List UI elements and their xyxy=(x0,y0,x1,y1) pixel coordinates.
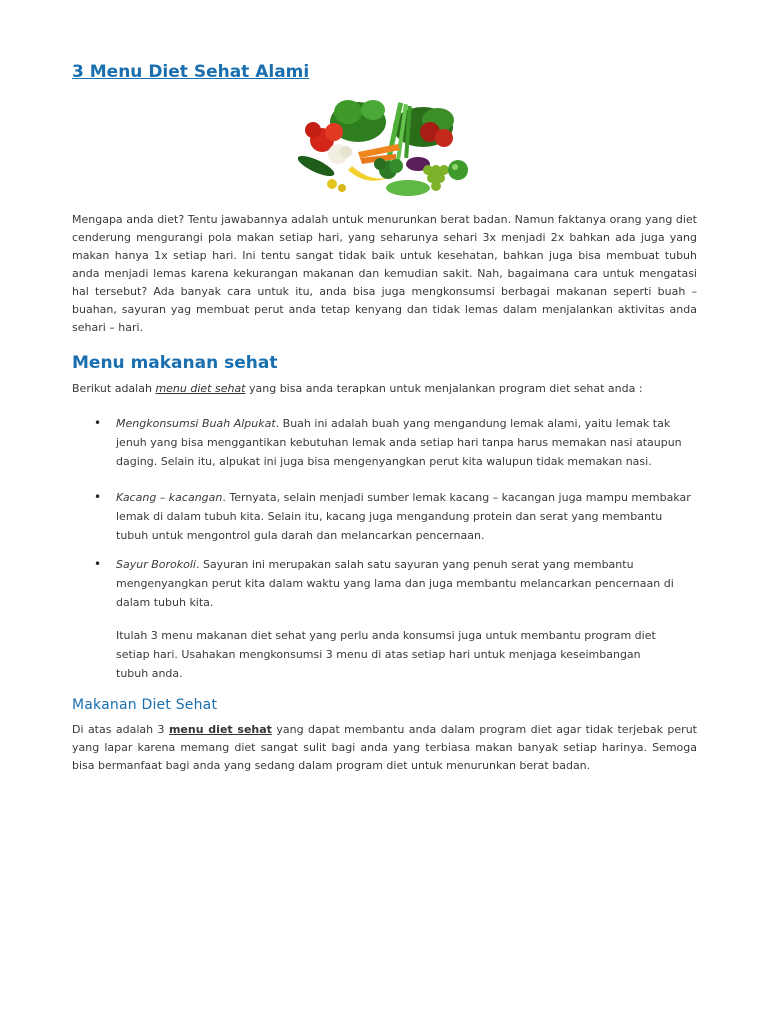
item-name: Kacang – kacangan xyxy=(116,491,223,504)
bullet-icon: • xyxy=(94,490,102,504)
list-item-text xyxy=(116,488,694,545)
item-description: . Sayuran ini merupakan salah satu sayuran yang penuh serat yang membantu mengenyangkan perut kita dalam waktu yang lama dan juga membantu melancarkan pencernaan di dalam tubuh kita. xyxy=(116,558,674,609)
bullet-icon: • xyxy=(94,416,102,430)
intro-paragraph: Mengapa anda diet? Tentu jawabannya adalah untuk menurunkan berat badan. Namun faktanya orang yang diet cenderung mengurangi pola makan setiap hari, yang seharunya sehari 3x menjadi 2x bahkan ada juga yang makan hanya 1x setiap hari. Ini tentu sangat tidak baik untuk kesehatan, bahkan juga bisa membuat tubuh anda menjadi lemas karena kekurangan makanan dan kemudian sakit. Nah, bagaimana cara untuk mengatasi hal tersebut? Ada banyak cara untuk itu, anda bisa juga mengkonsumsi berbagai makanan seperti buah – buahan, sayuran yag membuat perut anda tetap kenyang dan tidak lemas dalam menjalankan aktivitas anda sehari – hari. xyxy=(72,213,697,334)
vegetables-image xyxy=(288,92,476,202)
list-item-text xyxy=(116,555,694,612)
menu-diet-sehat-bold-link[interactable]: menu diet sehat xyxy=(168,723,272,736)
section2-paragraph xyxy=(72,721,697,775)
section2-text-before: Di atas adalah 3 xyxy=(72,723,169,736)
lead-text-before: Berikut adalah xyxy=(72,382,156,395)
section1-lead xyxy=(72,380,697,398)
menu-diet-sehat-link[interactable]: menu diet sehat xyxy=(155,382,246,395)
section2-text-after: yang dapat membantu anda dalam program diet agar tidak terjebak perut yang lapar karena memang diet sangat sulit bagi anda yang terbiasa makan banyak setiap harinya. Semoga bisa bermanfaat bagi anda yang sedang dalam program diet untuk menurunkan berat badan. xyxy=(72,723,697,772)
article-title[interactable]: 3 Menu Diet Sehat Alami xyxy=(72,62,310,82)
list-item-text xyxy=(116,414,694,471)
bullet-icon: • xyxy=(94,557,102,571)
section-heading-menu-makanan-sehat: Menu makanan sehat xyxy=(72,353,278,373)
item-description: . Buah ini adalah buah yang mengandung lemak alami, yaitu lemak tak jenuh yang bisa menggantikan kebutuhan lemak anda setiap hari tanpa harus memakan nasi ataupun daging. Selain itu, alpukat ini juga bisa mengenyangkan perut kita walupun tidak memakan nasi. xyxy=(116,417,682,468)
item-description: . Ternyata, selain menjadi sumber lemak kacang – kacangan juga mampu membakar lemak di dalam tubuh kita. Selain itu, kacang juga mengandung protein dan serat yang membantu tubuh untuk mengontrol gula darah dan melancarkan pencernaan. xyxy=(116,491,691,542)
section-heading-makanan-diet-sehat: Makanan Diet Sehat xyxy=(72,697,218,713)
lead-text-after: yang bisa anda terapkan untuk menjalankan program diet sehat anda : xyxy=(245,382,643,395)
closing-paragraph: Itulah 3 menu makanan diet sehat yang perlu anda konsumsi juga untuk membantu program diet setiap hari. Usahakan mengkonsumsi 3 menu di atas setiap hari untuk menjaga keseimbangan tubuh anda. xyxy=(116,629,656,680)
item-name: Mengkonsumsi Buah Alpukat xyxy=(116,417,276,430)
item-name: Sayur Borokoli xyxy=(116,558,196,571)
